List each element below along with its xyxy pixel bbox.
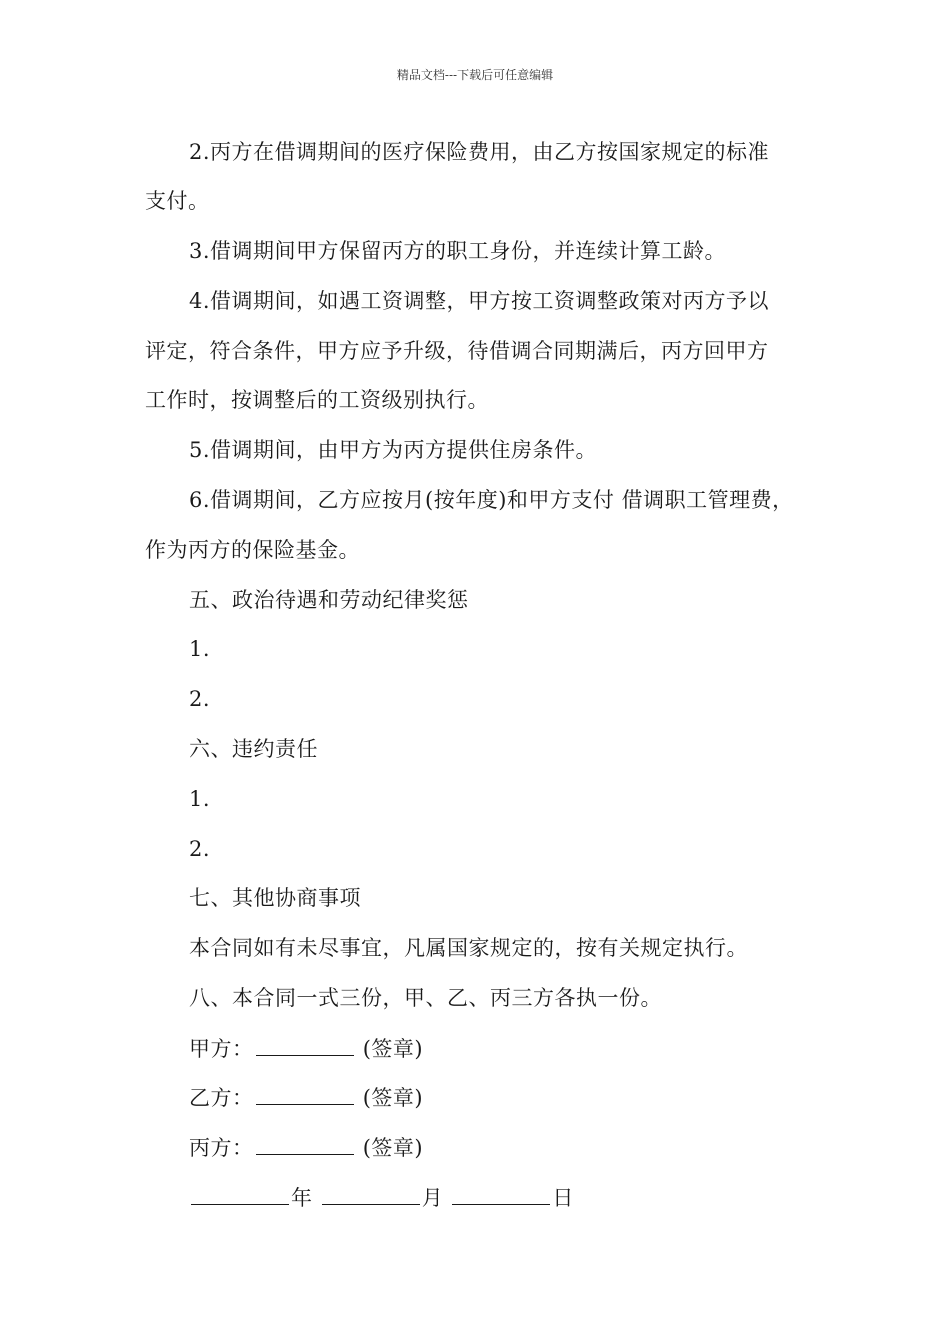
date-line — [189, 1182, 869, 1213]
signature-blank[interactable] — [256, 1033, 354, 1056]
paragraph-line: 6.借调期间，乙方应按月(按年度)和甲方支付 借调职工管理费， — [189, 488, 794, 512]
paragraph-line: 作为丙方的保险基金。 — [145, 538, 360, 562]
signature-line-party-b — [189, 1082, 869, 1113]
party-label: 丙方： — [189, 1136, 254, 1160]
year-blank[interactable] — [191, 1182, 289, 1205]
year-label: 年 — [291, 1186, 313, 1210]
party-label: 乙方： — [189, 1086, 254, 1110]
seal-label: (签章) — [362, 1136, 424, 1160]
party-label: 甲方： — [189, 1037, 254, 1061]
section-heading: 八、本合同一式三份，甲、乙、丙三方各执一份。 — [189, 986, 662, 1010]
section-heading: 五、政治待遇和劳动纪律奖惩 — [189, 588, 469, 612]
paragraph-line: 本合同如有未尽事宜，凡属国家规定的，按有关规定执行。 — [189, 936, 748, 960]
paragraph-line: 工作时，按调整后的工资级别执行。 — [145, 388, 489, 412]
signature-blank[interactable] — [256, 1132, 354, 1155]
list-item: 1. — [189, 787, 211, 811]
paragraph-line: 5.借调期间，由甲方为丙方提供住房条件。 — [189, 438, 598, 462]
paragraph-line: 3.借调期间甲方保留丙方的职工身份，并连续计算工龄。 — [189, 239, 727, 263]
list-item: 1. — [189, 637, 211, 661]
signature-blank[interactable] — [256, 1082, 354, 1105]
paragraph-line: 4.借调期间，如遇工资调整，甲方按工资调整政策对丙方予以 — [189, 289, 770, 313]
seal-label: (签章) — [362, 1037, 424, 1061]
seal-label: (签章) — [362, 1086, 424, 1110]
list-item: 2. — [189, 837, 211, 861]
section-heading: 六、违约责任 — [189, 737, 318, 761]
paragraph-line: 2.丙方在借调期间的医疗保险费用，由乙方按国家规定的标准 — [189, 140, 770, 164]
section-heading: 七、其他协商事项 — [189, 886, 361, 910]
day-blank[interactable] — [452, 1182, 550, 1205]
signature-line-party-c — [189, 1132, 869, 1163]
signature-line-party-a — [189, 1033, 869, 1064]
month-label: 月 — [421, 1186, 444, 1210]
paragraph-line: 评定，符合条件，甲方应予升级，待借调合同期满后，丙方回甲方 — [145, 339, 769, 363]
paragraph-line: 支付。 — [145, 189, 210, 213]
page-header: 精品文档---下载后可任意编辑 — [396, 68, 554, 82]
day-label: 日 — [552, 1186, 574, 1210]
list-item: 2. — [189, 687, 211, 711]
month-blank[interactable] — [322, 1182, 420, 1205]
